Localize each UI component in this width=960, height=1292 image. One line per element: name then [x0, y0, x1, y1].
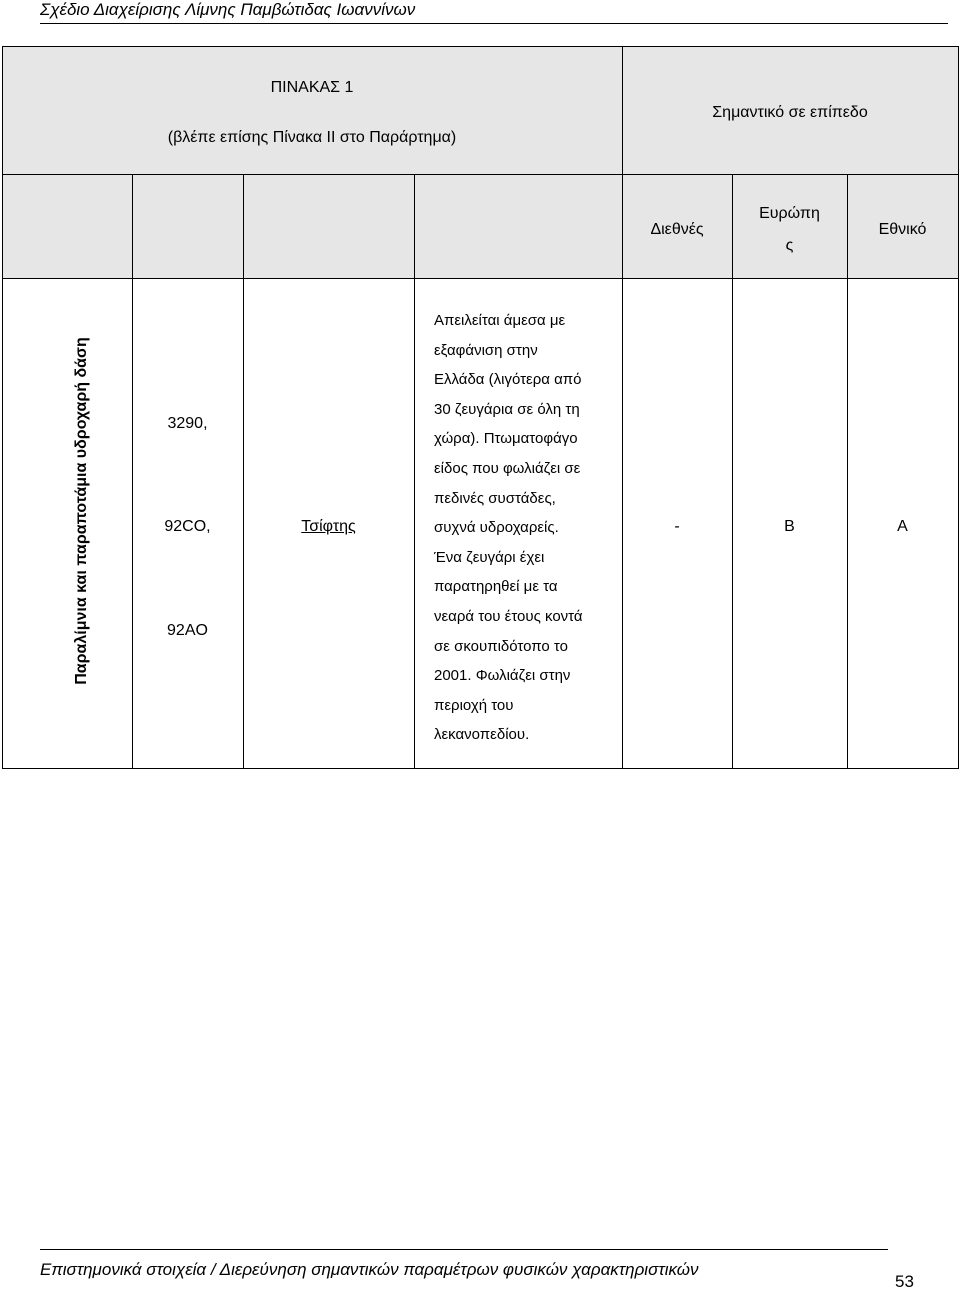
header-divider: [40, 23, 948, 24]
value-international: -: [674, 518, 680, 535]
value-european: B: [784, 518, 795, 535]
level-national-header: Εθνικό: [878, 221, 927, 238]
description-line: 30 ζευγάρια σε όλη τη: [434, 400, 580, 418]
level-international-header: Διεθνές: [650, 221, 704, 238]
description-line: Ένα ζευγάρι έχει: [434, 548, 545, 566]
table-divider-col5: [732, 174, 733, 769]
table-divider-col1: [132, 174, 133, 769]
table-border-top: [2, 46, 959, 47]
description-line: περιοχή του: [434, 696, 514, 714]
page-number: 53: [895, 1272, 914, 1291]
table-caption: [2, 76, 622, 150]
table-divider-significance: [622, 46, 623, 769]
table-divider-header: [2, 278, 959, 279]
species-name: Τσίφτης: [301, 518, 356, 535]
table-divider-col2: [243, 174, 244, 769]
level-european-header-line1: Ευρώπη: [759, 205, 820, 222]
level-european-header-line2: ς: [785, 237, 794, 254]
level-european-header: [732, 202, 847, 258]
habitat-code-1: 3290,: [167, 415, 208, 432]
description-line: συχνά υδροχαρείς.: [434, 519, 559, 537]
table-border-right: [958, 46, 959, 769]
description-line: νεαρά του έτους κοντά: [434, 607, 583, 625]
document-header-title: Σχέδιο Διαχείρισης Λίμνης Παμβώτιδας Ιωαννίνων: [40, 0, 416, 19]
description-line: είδος που φωλιάζει σε: [434, 459, 581, 477]
description-line: σε σκουπιδότοπο το: [434, 637, 568, 655]
table-caption-title: ΠΙΝΑΚΑΣ 1: [270, 79, 354, 96]
habitat-label: Παραλίμνια και παραποτάμια υδροχαρή δάση: [73, 337, 90, 685]
description-line: εξαφάνιση στην: [434, 341, 538, 359]
value-national: A: [897, 518, 908, 535]
description-line: παρατηρηθεί με τα: [434, 578, 558, 596]
footer-divider: [40, 1249, 888, 1250]
description-line: Απειλείται άμεσα με: [434, 312, 566, 329]
description-line: λεκανοπεδίου.: [434, 726, 530, 744]
table-border-left: [2, 46, 3, 769]
species-description: [434, 306, 614, 750]
habitat-code-3: 92AO: [167, 622, 208, 639]
description-line: πεδινές συστάδες,: [434, 489, 556, 507]
habitat-code-2: 92CO,: [164, 518, 211, 535]
table-divider-col3: [414, 174, 415, 769]
description-line: 2001. Φωλιάζει στην: [434, 667, 571, 685]
footer-text: Επιστημονικά στοιχεία / Διερεύνηση σημαντικών παραμέτρων φυσικών χαρακτηριστικών: [40, 1260, 699, 1279]
description-line: χώρα). Πτωματοφάγο: [434, 430, 578, 448]
table-divider-col6: [847, 174, 848, 769]
table-border-bottom: [2, 768, 959, 769]
table-caption-subtitle: (βλέπε επίσης Πίνακα ΙΙ στο Παράρτημα): [167, 129, 457, 146]
table-divider-caption: [2, 174, 959, 175]
description-line: Ελλάδα (λιγότερα από: [434, 371, 582, 389]
significance-header: Σημαντικό σε επίπεδο: [712, 104, 868, 121]
